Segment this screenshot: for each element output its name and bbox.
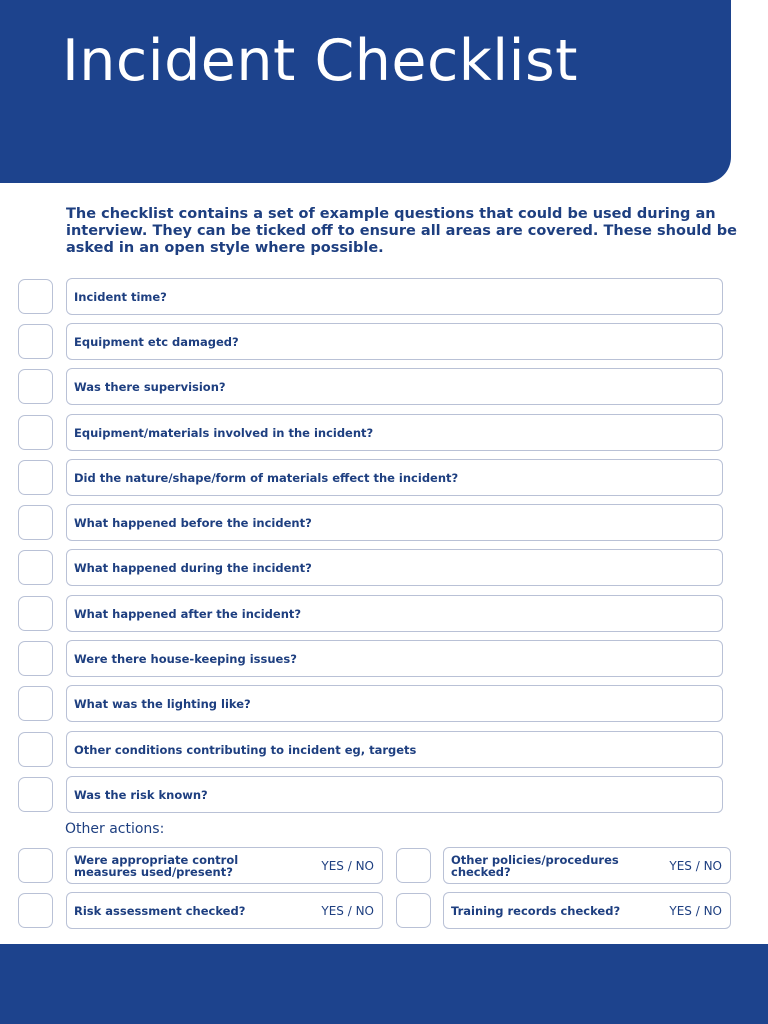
question-label: Was the risk known? [66,776,723,813]
action-item [66,892,383,929]
action-item [443,892,731,929]
question-row [0,368,768,406]
checkbox[interactable] [18,893,53,928]
action-row [0,892,768,930]
action-row [0,847,768,885]
checkbox[interactable] [18,732,53,767]
checkbox[interactable] [18,777,53,812]
action-item [66,847,383,884]
question-row [0,549,768,587]
yes-no-option[interactable]: YES / NO [321,858,374,873]
checkbox[interactable] [396,893,431,928]
question-row [0,685,768,723]
checkbox[interactable] [18,686,53,721]
checkbox[interactable] [18,460,53,495]
action-question: Training records checked? [451,903,621,918]
action-question: Other policies/procedures checked? [451,852,619,879]
checkbox[interactable] [18,596,53,631]
checkbox[interactable] [18,369,53,404]
question-label: What happened during the incident? [66,549,723,586]
question-row [0,640,768,678]
question-row [0,504,768,542]
intro-text: The checklist contains a set of example questions that could be used during an interview. They can be ticked off to ensure all areas are covered. These should be asked in an open style where possible. [66,206,737,256]
action-question: Risk assessment checked? [74,903,246,918]
yes-no-option[interactable]: YES / NO [669,903,722,918]
question-label: Other conditions contributing to incident eg, targets [66,731,723,768]
question-label: Equipment etc damaged? [66,323,723,360]
question-label: Were there house-keeping issues? [66,640,723,677]
question-label: Was there supervision? [66,368,723,405]
yes-no-option[interactable]: YES / NO [321,903,374,918]
checkbox[interactable] [18,415,53,450]
question-row [0,323,768,361]
question-label: What was the lighting like? [66,685,723,722]
page-title: Incident Checklist [62,28,579,94]
question-row [0,731,768,769]
checkbox[interactable] [18,550,53,585]
action-item [443,847,731,884]
question-row [0,414,768,452]
question-label: Equipment/materials involved in the incident? [66,414,723,451]
question-row [0,278,768,316]
question-row [0,595,768,633]
other-actions-heading: Other actions: [65,821,165,837]
question-label: Did the nature/shape/form of materials effect the incident? [66,459,723,496]
checkbox[interactable] [18,848,53,883]
question-row [0,776,768,814]
checkbox[interactable] [18,279,53,314]
question-label: Incident time? [66,278,723,315]
checkbox[interactable] [18,324,53,359]
header-banner [0,0,731,183]
checkbox[interactable] [396,848,431,883]
question-label: What happened after the incident? [66,595,723,632]
yes-no-option[interactable]: YES / NO [669,858,722,873]
footer-band [0,944,768,1024]
checkbox[interactable] [18,641,53,676]
question-row [0,459,768,497]
checkbox[interactable] [18,505,53,540]
question-label: What happened before the incident? [66,504,723,541]
action-question: Were appropriate control measures used/present? [74,852,239,879]
